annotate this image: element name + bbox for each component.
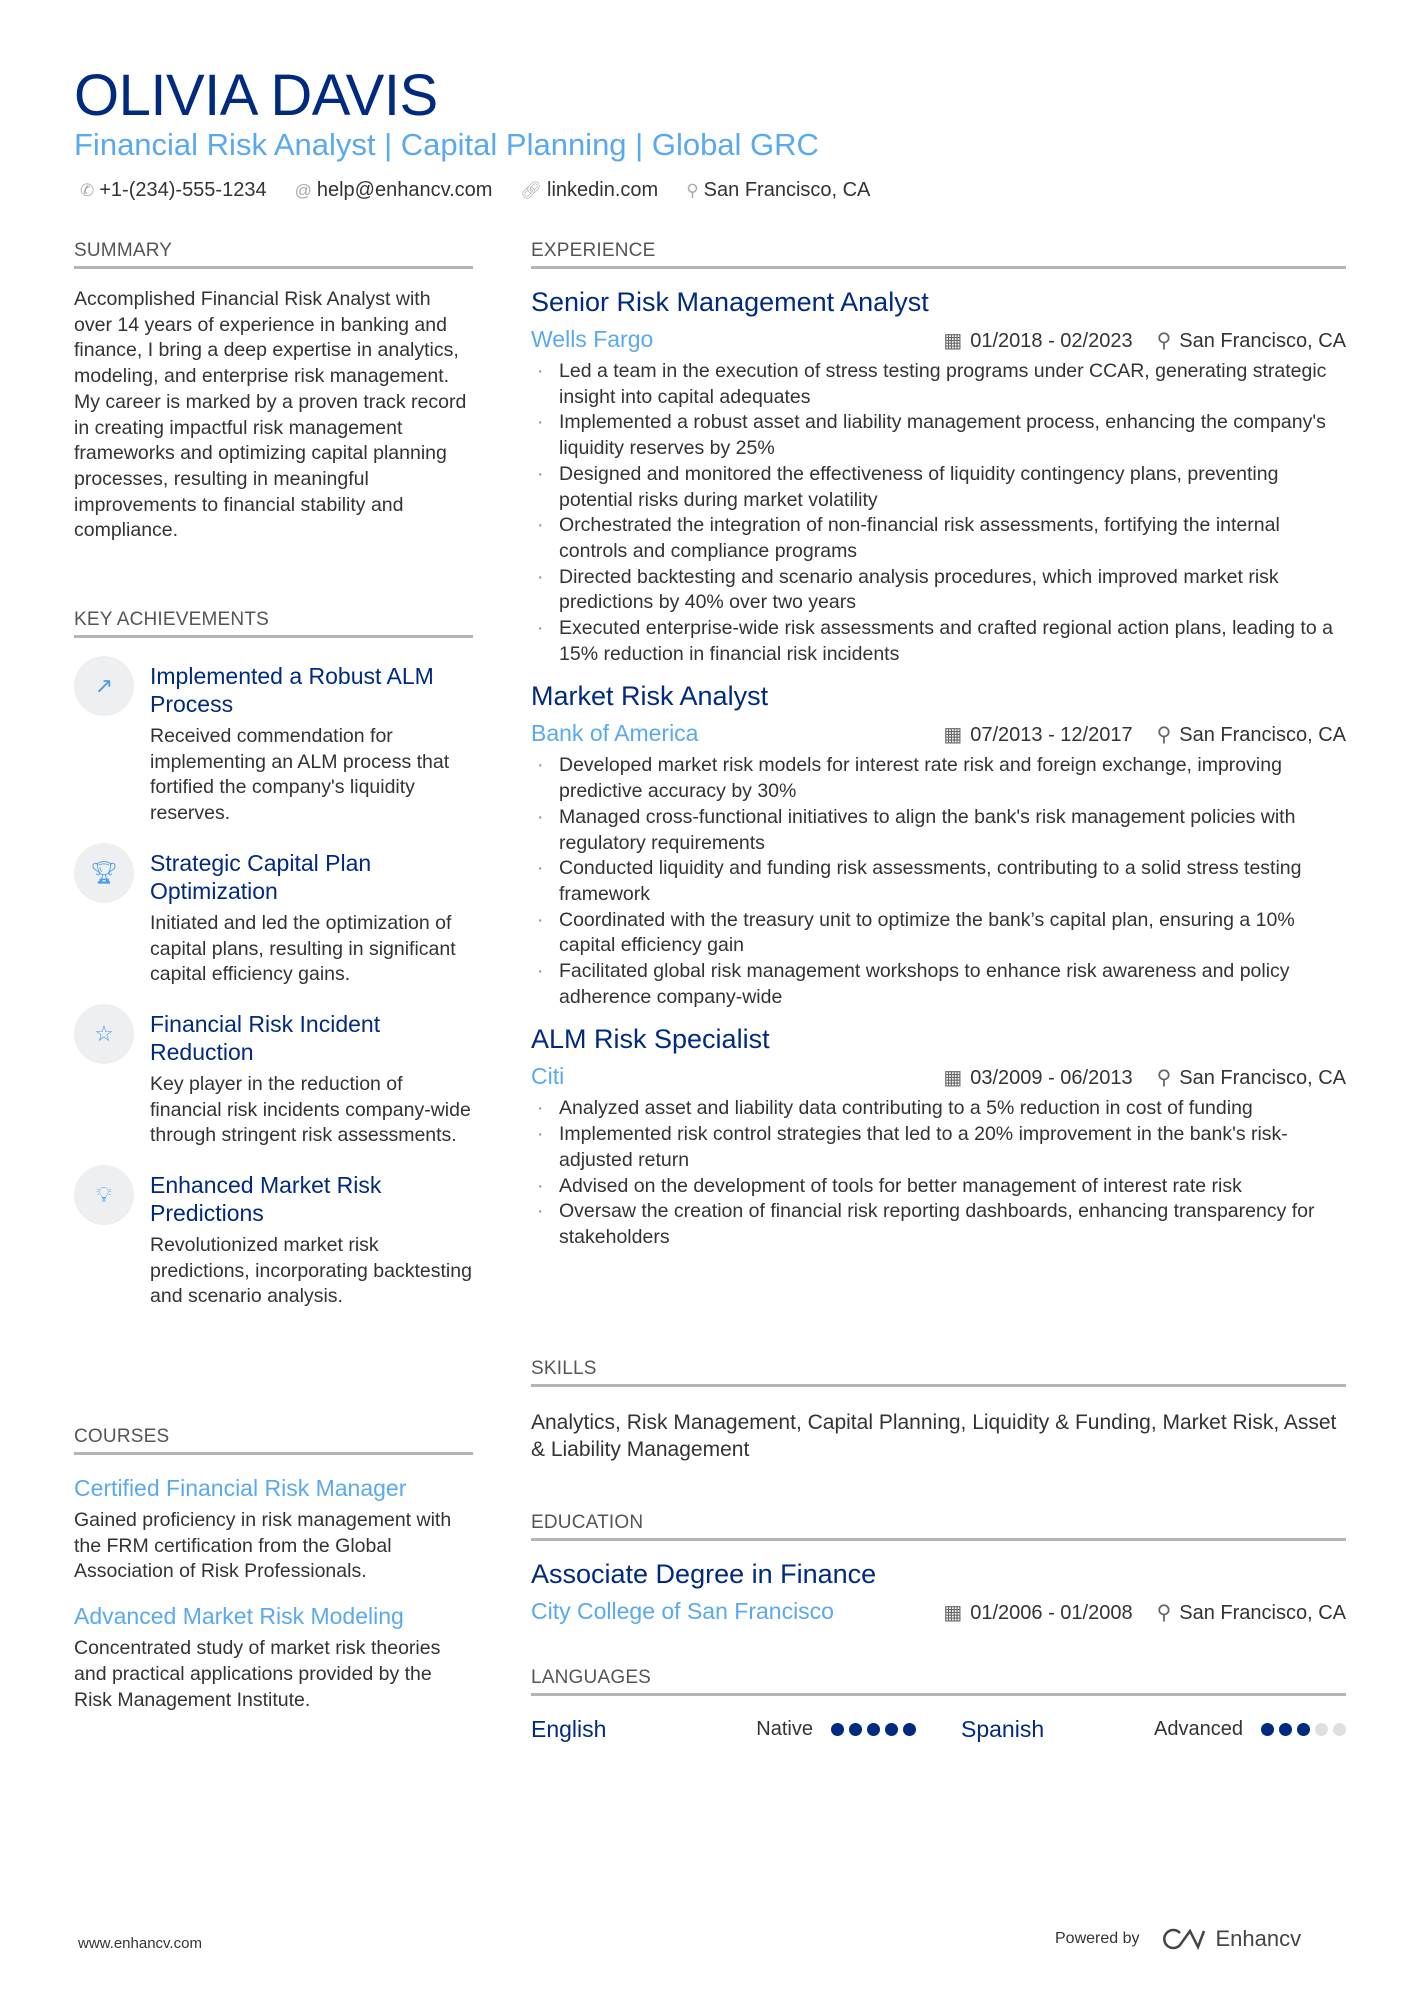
contact-phone[interactable] bbox=[80, 179, 267, 202]
location-icon: ⚲ bbox=[686, 181, 699, 200]
job-entry bbox=[531, 287, 1346, 667]
rating-dot-empty bbox=[1315, 1723, 1328, 1736]
job-bullet: · Directed backtesting and scenario analysis procedures, which improved market risk predictions by 40% over two years bbox=[531, 565, 1346, 616]
rating-dot-filled bbox=[885, 1723, 898, 1736]
rating-dot-filled bbox=[849, 1723, 862, 1736]
language-name: English bbox=[531, 1716, 607, 1742]
achievement-text: Received commendation for implementing an ALM process that fortified the company's liquidity reserves. bbox=[150, 725, 450, 825]
job-bullet: · Orchestrated the integration of non-financial risk assessments, fortifying the internal controls and compliance programs bbox=[531, 513, 1346, 564]
section-heading: LANGUAGES bbox=[531, 1667, 1346, 1696]
languages-section bbox=[531, 1667, 1346, 1743]
job-bullet: · Facilitated global risk management workshops to enhance risk awareness and policy adherence company-wide bbox=[531, 959, 1346, 1010]
rating-dot-filled bbox=[831, 1723, 844, 1736]
language-level: Advanced bbox=[1154, 1718, 1243, 1740]
job-bullet: · Designed and monitored the effectiveness of liquidity contingency plans, preventing potential risks during market volatility bbox=[531, 462, 1346, 513]
section-heading: SKILLS bbox=[531, 1358, 1346, 1387]
experience-section bbox=[531, 240, 1346, 1265]
job-dates: 01/2018 - 02/2023 bbox=[970, 330, 1133, 352]
job-bullet: · Oversaw the creation of financial risk reporting dashboards, enhancing transparency for stakeholders bbox=[531, 1199, 1346, 1250]
location-icon: ⚲ bbox=[1156, 1067, 1172, 1090]
calendar-icon: ▦ bbox=[943, 1602, 963, 1624]
phone-icon: ✆ bbox=[80, 181, 95, 200]
phone-text: +1-(234)-555-1234 bbox=[99, 179, 267, 201]
education-location: San Francisco, CA bbox=[1179, 1602, 1346, 1624]
rating-dot-filled bbox=[867, 1723, 880, 1736]
trophy-icon: 🏆︎ bbox=[74, 843, 134, 903]
candidate-name: OLIVIA DAVIS bbox=[74, 63, 438, 128]
section-heading: EXPERIENCE bbox=[531, 240, 1346, 269]
language-item bbox=[531, 1716, 916, 1743]
achievement-text: Initiated and led the optimization of capital plans, resulting in significant capital efficiency gains. bbox=[150, 911, 456, 986]
achievement-text: Key player in the reduction of financial risk incidents company-wide through stringent risk assessments. bbox=[150, 1072, 471, 1147]
job-entry bbox=[531, 1024, 1346, 1250]
job-dates: 03/2009 - 06/2013 bbox=[970, 1067, 1133, 1090]
course-text: Gained proficiency in risk management with the FRM certification from the Global Association of Risk Professionals. bbox=[74, 1509, 452, 1583]
enhancv-logo[interactable] bbox=[1160, 1926, 1302, 1952]
summary-text: Accomplished Financial Risk Analyst with over 14 years of experience in banking and finance, I bring a deep expertise in analytics, modeling, and enterprise risk management. My career is marked by a proven track record in creating impactful risk management frameworks and optimizing capital planning processes, resulting in meaningful improvements to financial stability and compliance. bbox=[74, 288, 467, 542]
link-icon: 🔗︎ bbox=[520, 181, 543, 200]
company-name: Citi bbox=[531, 1063, 565, 1090]
job-bullet: · Led a team in the execution of stress testing programs under CCAR, generating strategic insight into capital adequates bbox=[531, 359, 1346, 410]
location-icon: ⚲ bbox=[1156, 1602, 1172, 1624]
achievement-title: Strategic Capital Plan Optimization bbox=[150, 849, 372, 904]
job-entry bbox=[531, 681, 1346, 1010]
job-title: Market Risk Analyst bbox=[531, 681, 769, 712]
achievement-item bbox=[74, 662, 473, 827]
section-heading: COURSES bbox=[74, 1426, 473, 1455]
course-title: Advanced Market Risk Modeling bbox=[74, 1603, 404, 1630]
company-name: Bank of America bbox=[531, 720, 699, 747]
achievement-title: Financial Risk Incident Reduction bbox=[150, 1010, 381, 1065]
brand-text: Enhancv bbox=[1215, 1926, 1302, 1951]
course-text: Concentrated study of market risk theories and practical applications provided by the Risk Management Institute. bbox=[74, 1637, 441, 1711]
location-text: San Francisco, CA bbox=[703, 179, 871, 201]
job-location: San Francisco, CA bbox=[1179, 330, 1346, 352]
contact-list bbox=[80, 179, 870, 202]
link-text: linkedin.com bbox=[547, 179, 659, 201]
enhancv-logo-icon bbox=[1160, 1927, 1206, 1951]
job-location: San Francisco, CA bbox=[1179, 1067, 1346, 1090]
section-heading: EDUCATION bbox=[531, 1512, 1346, 1541]
location-icon: ⚲ bbox=[1156, 330, 1172, 352]
course-item bbox=[74, 1603, 473, 1713]
job-bullet: · Implemented a robust asset and liability management process, enhancing the company's liquidity reserves by 25% bbox=[531, 410, 1346, 461]
job-bullet: · Implemented risk control strategies that led to a 20% improvement in the bank's risk-adjusted return bbox=[531, 1122, 1346, 1173]
skills-text: Analytics, Risk Management, Capital Planning, Liquidity & Funding, Market Risk, Asset & Liability Management bbox=[531, 1411, 1337, 1461]
footer-website[interactable]: www.enhancv.com bbox=[78, 1935, 202, 1952]
contact-location bbox=[686, 179, 870, 202]
job-bullet: · Managed cross-functional initiatives to align the bank's risk management policies with regulatory requirements bbox=[531, 805, 1346, 856]
footer-powered bbox=[1055, 1926, 1301, 1952]
education-section bbox=[531, 1512, 1346, 1631]
school-name: City College of San Francisco bbox=[531, 1598, 834, 1624]
rating-dot-empty bbox=[1333, 1723, 1346, 1736]
achievement-title: Enhanced Market Risk Predictions bbox=[150, 1172, 382, 1227]
calendar-icon: ▦ bbox=[943, 724, 963, 747]
education-dates: 01/2006 - 01/2008 bbox=[970, 1602, 1133, 1624]
contact-email[interactable] bbox=[295, 179, 493, 202]
skills-section bbox=[531, 1358, 1346, 1463]
job-bullet: · Conducted liquidity and funding risk assessments, contributing to a solid stress testing framework bbox=[531, 856, 1346, 907]
job-bullet: · Developed market risk models for interest rate risk and foreign exchange, improving predictive accuracy by 30% bbox=[531, 753, 1346, 804]
location-icon: ⚲ bbox=[1156, 724, 1172, 747]
company-name: Wells Fargo bbox=[531, 326, 654, 352]
achievement-item bbox=[74, 849, 473, 988]
job-bullet: · Coordinated with the treasury unit to optimize the bank’s capital plan, ensuring a 10% capital efficiency gain bbox=[531, 908, 1346, 959]
language-rating bbox=[831, 1723, 916, 1736]
email-text: help@enhancv.com bbox=[316, 179, 493, 201]
candidate-title: Financial Risk Analyst | Capital Planning | Global GRC bbox=[74, 127, 819, 162]
star-icon: ☆ bbox=[74, 1004, 134, 1064]
job-title: ALM Risk Specialist bbox=[531, 1024, 770, 1055]
course-title: Certified Financial Risk Manager bbox=[74, 1475, 407, 1501]
powered-by-text: Powered by bbox=[1055, 1930, 1140, 1947]
lightbulb-icon: 💡︎ bbox=[74, 1165, 134, 1225]
strategy-icon: ↗ bbox=[74, 656, 134, 716]
rating-dot-filled bbox=[1279, 1723, 1292, 1736]
job-dates: 07/2013 - 12/2017 bbox=[970, 724, 1133, 747]
language-rating bbox=[1261, 1723, 1346, 1736]
achievement-title: Implemented a Robust ALM Process bbox=[150, 663, 434, 717]
job-bullet: · Advised on the development of tools for better management of interest rate risk bbox=[531, 1174, 1346, 1200]
achievement-text: Revolutionized market risk predictions, incorporating backtesting and scenario analysis. bbox=[150, 1234, 472, 1308]
course-item bbox=[74, 1475, 473, 1585]
calendar-icon: ▦ bbox=[943, 1067, 963, 1090]
degree-title: Associate Degree in Finance bbox=[531, 1559, 877, 1589]
job-bullet: · Executed enterprise-wide risk assessments and crafted regional action plans, leading to a 15% reduction in financial risk incidents bbox=[531, 616, 1346, 667]
rating-dot-filled bbox=[903, 1723, 916, 1736]
calendar-icon: ▦ bbox=[943, 330, 963, 352]
achievements-section bbox=[74, 609, 473, 1332]
language-name: Spanish bbox=[961, 1716, 1045, 1742]
job-title: Senior Risk Management Analyst bbox=[531, 287, 929, 317]
job-bullet: · Analyzed asset and liability data contributing to a 5% reduction in cost of funding bbox=[531, 1096, 1346, 1122]
achievement-item bbox=[74, 1010, 473, 1149]
summary-section bbox=[74, 240, 473, 544]
job-location: San Francisco, CA bbox=[1179, 724, 1346, 747]
language-item bbox=[961, 1716, 1346, 1743]
section-heading: KEY ACHIEVEMENTS bbox=[74, 609, 473, 638]
at-icon: @ bbox=[294, 181, 312, 200]
achievement-item bbox=[74, 1171, 473, 1310]
contact-link[interactable] bbox=[520, 179, 658, 202]
courses-section bbox=[74, 1426, 473, 1713]
rating-dot-filled bbox=[1297, 1723, 1310, 1736]
language-level: Native bbox=[756, 1718, 813, 1740]
rating-dot-filled bbox=[1261, 1723, 1274, 1736]
section-heading: SUMMARY bbox=[74, 240, 473, 269]
